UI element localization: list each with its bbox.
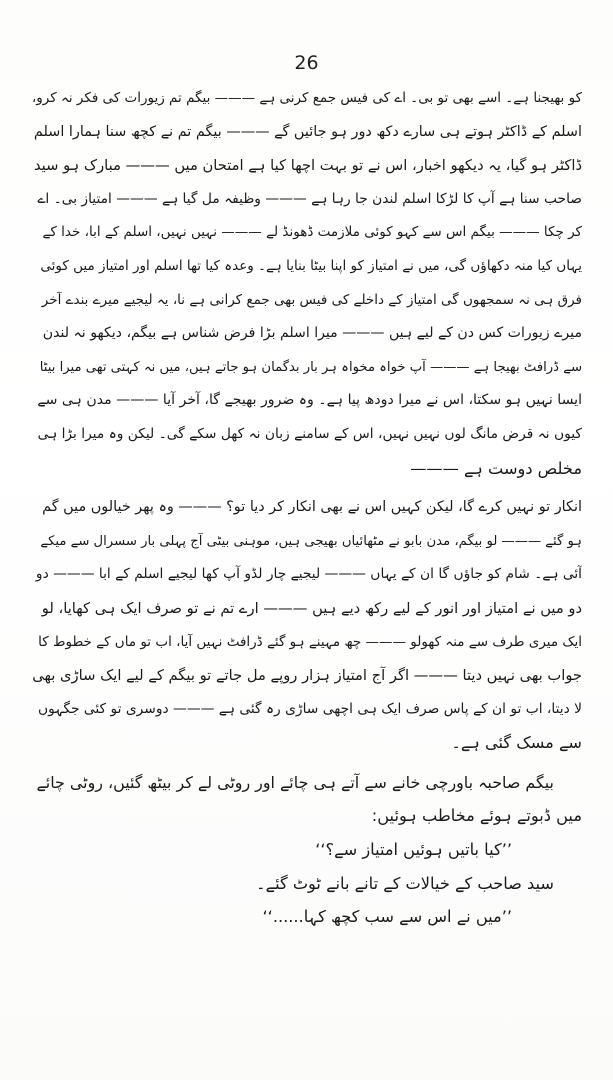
text-line: میرے زیورات کس دن کے لیے ہیں ——— میرا اسلم بڑا فرض شناس ہے بیگم، دیکھو نہ لندن (42, 325, 582, 342)
paragraph-1 (32, 82, 582, 485)
page-number: 26 (294, 52, 319, 74)
text-line: انکار تو نہیں کرے گا، لیکن کہیں اس نے بھی انکار کر دیا تو؟ ——— وہ پھر خیالوں میں گم (42, 499, 582, 516)
paragraph-2 (32, 491, 582, 760)
text-line: سے مسک گئی ہے۔ (451, 733, 582, 753)
text-line: ڈاکٹر ہو گیا، یہ دیکھو اخبار، اس نے تو بہت اچھا کیا ہے امتحان میں ——— مبارک ہو سید (33, 157, 582, 175)
text-line: آئی ہے۔ شام کو جاؤں گا ان کے یہاں ——— لیجیے چار لڈو آپ کھا لیجیے اسلم کے ابا ——— دو (35, 566, 582, 583)
text-line: ہو گئے ——— لو بیگم، مدن بابو نے مٹھائیاں بھیجی ہیں، موہنی بیٹی آج پہلی بار سسرال سے میکے (40, 533, 582, 549)
text-line: دو میں نے امتیاز اور انور کے لیے رکھ دیے ہیں ——— ارے تم نے تو صرف ایک ہی کھایا، لو (41, 599, 582, 617)
dialogue-line: ’’کیا باتیں ہوئیں امتیاز سے؟‘‘ (315, 840, 512, 860)
text-line: ایسا نہیں ہو سکتا، اس نے میرا دودھ پیا ہے۔ وہ ضرور بھیجے گا، آخر آیا ——— مدن ہی سے (37, 392, 582, 409)
text-line: فرق ہی نہ سمجھوں گی امتیاز کے داخلے کی فیس بھی جمع کرانی ہے نا، یہ لیجیے میرے بندے آخر (41, 291, 582, 308)
text-line: لا دیتا، اب تو ان کے پاس صرف ایک ہی اچھی ساڑی رہ گئی ہے ——— دوسری تو کئی جگہوں (38, 700, 582, 717)
text-line: مخلص دوست ہے ——— (410, 458, 582, 478)
text-line: کر چکا ——— بیگم اس سے کہو کوئی ملازمت ڈھونڈ لے ——— نہیں نہیں، اسلم کے ابا، خدا کے (42, 224, 582, 241)
narration-line: سید صاحب کے خیالات کے تانے بانے ٹوٹ گئے۔ (256, 873, 554, 893)
text-line: کو بھیجنا ہے۔ اسے بھی تو بی۔ اے کی فیس جمع کرنی ہے ——— بیگم تم زیورات کی فکر نہ کرو، (32, 90, 582, 106)
paragraph-3 (32, 766, 582, 833)
text-line: ایک میری طرف سے منہ کھولو ——— چھ مہینے ہو گئے ڈرافٹ نہیں آیا، اب تو ماں کے خطوط کا (38, 633, 582, 650)
text-line: صاحب سنا ہے آپ کا لڑکا اسلم لندن جا رہا ہے ——— وظیفہ مل گیا ہے ——— امتیاز بی۔ اے (37, 190, 582, 207)
text-line: میں ڈبوتے ہوئے مخاطب ہوئیں: (371, 806, 582, 826)
text-line: اسلم کے ڈاکٹر ہوتے ہی سارے دکھ دور ہو جائیں گے ——— بیگم تم نے کچھ سنا ہمارا اسلم (33, 123, 582, 140)
text-line: یہاں کیا منہ دکھاؤں گی، میں نے امتیاز کو اپنا بیٹا بنایا ہے۔ وعدہ کیا تھا اسلم اور امتیاز میں کوئی (40, 257, 582, 274)
page-body (32, 82, 582, 934)
text-line: بیگم صاحبہ باورچی خانے سے آتے ہی چائے اور روٹی لے کر بیٹھ گئیں، روٹی چائے (36, 772, 554, 792)
dialogue-line: ’’میں نے اس سے سب کچھ کہا......‘‘ (262, 907, 512, 927)
text-line: کیوں نہ قرض مانگ لوں نہیں نہیں، اس کے سامنے زبان نہ کھل سکے گی۔ لیکن وہ میرا بڑا ہی (37, 425, 582, 442)
text-line: جواب بھی نہیں دیتا ——— اگر آج امتیاز ہزار روپے مل جاتے تو بیگم کے لیے ایک ساڑی بھی (32, 667, 582, 685)
text-line: سے ڈرافٹ بھیجا ہے ——— آپ خواہ مخواہ ہر بار بدگمان ہو جاتے ہیں، میں نہ کہتی تھی میرا بیٹا (39, 359, 582, 375)
